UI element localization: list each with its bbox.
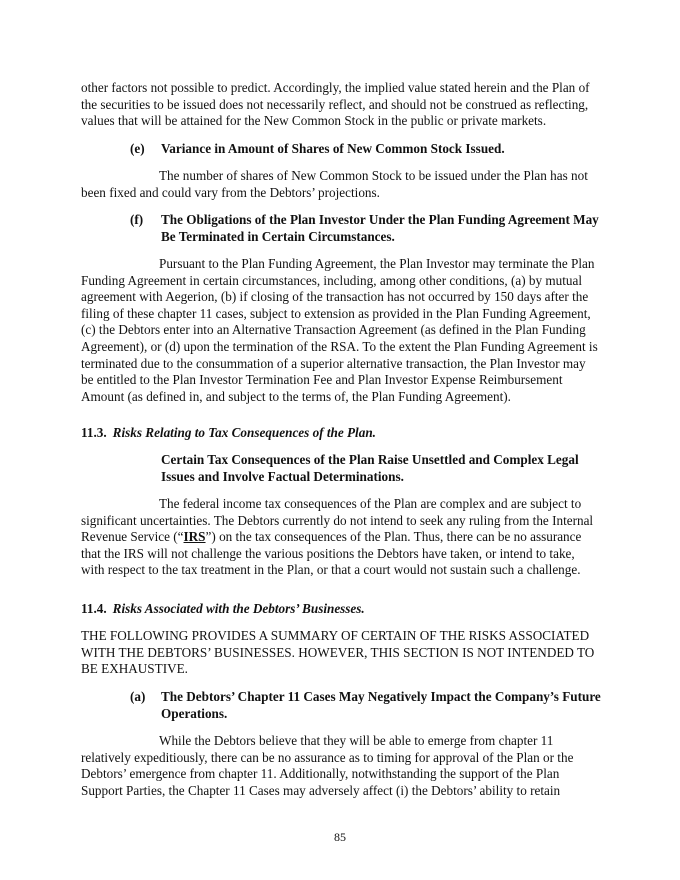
section-e-heading	[130, 141, 601, 158]
section-a-title: The Debtors’ Chapter 11 Cases May Negatively Impact the Company’s Future Operations.	[161, 689, 601, 721]
intro-paragraph: other factors not possible to predict. Accordingly, the implied value stated herein and the Plan of the securities to be issued does not necessarily reflect, and should not be construed as reflecting, values that will be attained for the New Common Stock in the public or private markets.	[81, 80, 590, 129]
section-11-3-subheading: Certain Tax Consequences of the Plan Raise Unsettled and Complex Legal Issues and Involve Factual Determinations.	[161, 452, 579, 484]
section-a-heading	[130, 689, 601, 722]
section-e-title: Variance in Amount of Shares of New Common Stock Issued.	[161, 141, 505, 156]
section-e-body: The number of shares of New Common Stock to be issued under the Plan has not been fixed and could vary from the Debtors’ projections.	[81, 168, 588, 200]
section-11-4-heading	[81, 601, 365, 618]
section-f-body: Pursuant to the Plan Funding Agreement, the Plan Investor may terminate the Plan Funding Agreement in certain circumstances, including, among other conditions, (a) by mutual agreement with Aegerion, (b) if closing of the transaction has not occurred by 150 days after the filing of these chapter 11 cases, subject to extension as provided in the Plan Funding Agreement, (c) the Debtors enter into an Alternative Transaction Agreement (as defined in the Plan Funding Agreement), or (d) upon the termination of the RSA. To the extent the Plan Funding Agreement is terminated due to the consummation of a superior alternative transaction, the Plan Investor may be entitled to the Plan Investor Termination Fee and Plan Investor Expense Reimbursement Amount (as defined in, and subject to the terms of, the Plan Funding Agreement).	[81, 256, 598, 404]
section-e-label: (e)	[130, 141, 145, 156]
page-number: 85	[334, 830, 346, 844]
section-f-title: The Obligations of the Plan Investor Under the Plan Funding Agreement May Be Terminated in Certain Circumstances.	[161, 212, 599, 244]
section-a-label: (a)	[130, 689, 146, 704]
section-f-heading	[130, 212, 601, 245]
section-11-3-title: Risks Relating to Tax Consequences of the Plan.	[112, 425, 376, 440]
irs-defined-term: IRS	[183, 529, 206, 545]
section-11-3-body: The federal income tax consequences of the Plan are complex and are subject to significant uncertainties. The Debtors currently do not intend to seek any ruling from the Internal Revenue Service (“IRS”) on the tax consequences of the Plan. Thus, there can be no assurance that the IRS will not challenge the various positions the Debtors have taken, or intend to take, with respect to the tax treatment in the Plan, or that a court would not sustain such a challenge.	[81, 496, 594, 578]
section-11-4-caps-paragraph: THE FOLLOWING PROVIDES A SUMMARY OF CERTAIN OF THE RISKS ASSOCIATED WITH THE DEBTORS’ BUSINESSES. HOWEVER, THIS SECTION IS NOT INTENDED TO BE EXHAUSTIVE.	[81, 628, 595, 677]
section-11-4-title: Risks Associated with the Debtors’ Businesses.	[112, 601, 365, 616]
section-a-body: While the Debtors believe that they will be able to emerge from chapter 11 relatively expeditiously, there can be no assurance as to timing for approval of the Plan or the Debtors’ emergence from chapter 11. Additionally, notwithstanding the support of the Plan Support Parties, the Chapter 11 Cases may adversely affect (i) the Debtors’ ability to retain	[81, 733, 574, 798]
section-f-label: (f)	[130, 212, 144, 227]
section-11-3-heading	[81, 425, 376, 442]
section-11-4-number: 11.4.	[81, 601, 107, 616]
section-11-3-number: 11.3.	[81, 425, 107, 440]
